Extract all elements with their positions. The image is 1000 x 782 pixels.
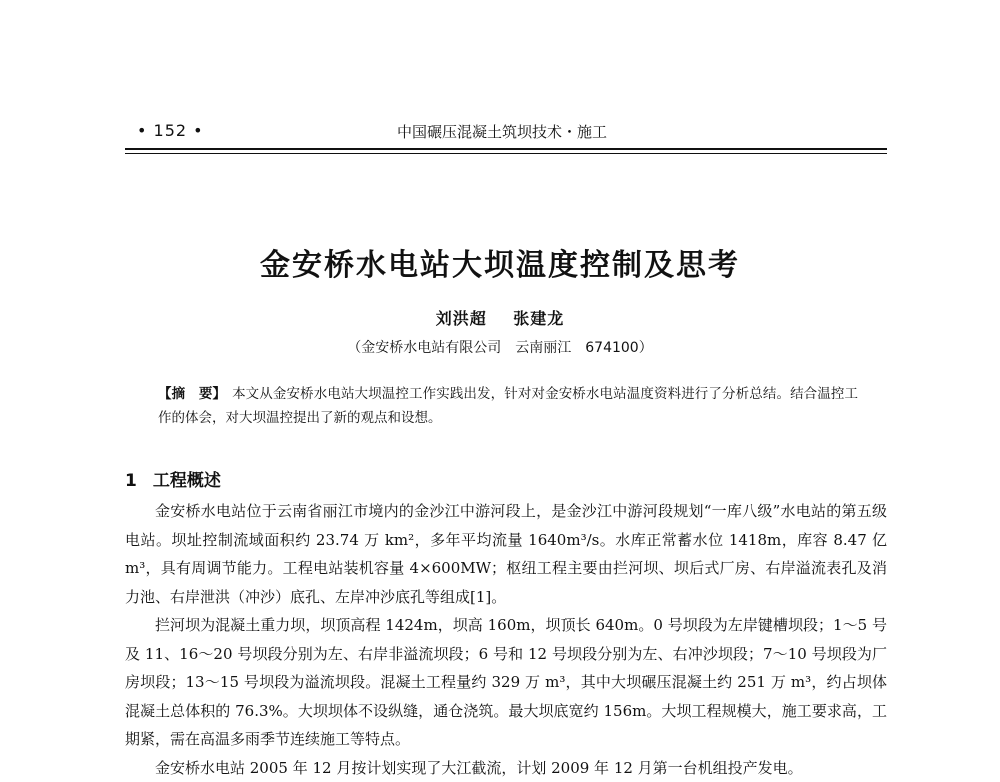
section-title: 工程概述: [153, 471, 221, 491]
paper-title: 金安桥水电站大坝温度控制及思考: [0, 240, 1000, 284]
author-name: 刘洪超: [436, 309, 487, 328]
body-paragraph: 拦河坝为混凝土重力坝，坝顶高程 1424m，坝高 160m，坝顶长 640m。0 号坝段为左岸键槽坝段；1～5 号及 11、16～20 号坝段分别为左、右岸非溢流坝段；6 号和 12 号坝段分别为左、右冲沙坝段；7～10 号坝段为厂房坝段；13～15 号坝段为溢流坝段。混凝土工程量约 329 万 m³，其中大坝碾压混凝土约 251 万 m³，约占坝体混凝土总体积的 76.3%。大坝坝体不设纵缝，通仓浇筑。最大坝底宽约 156m。大坝工程规模大，施工要求高，工期紧，需在高温多雨季节连续施工等特点。: [125, 611, 887, 754]
body-paragraph: 金安桥水电站 2005 年 12 月按计划实现了大江截流，计划 2009 年 12 月第一台机组投产发电。: [125, 754, 887, 782]
abstract-text: 本文从金安桥水电站大坝温控工作实践出发，针对对金安桥水电站温度资料进行了分析总结。结合温控工作的体会，对大坝温控提出了新的观点和设想。: [158, 386, 858, 426]
running-title: 中国碾压混凝土筑坝技术・施工: [397, 121, 607, 142]
author-name: 张建龙: [513, 309, 564, 328]
page-number: • 152 •: [137, 121, 204, 140]
authors: [0, 306, 1000, 329]
header-rule-thick: [125, 148, 887, 150]
abstract: [158, 382, 858, 430]
section-number: 1: [125, 471, 137, 491]
header-rule-thin: [125, 153, 887, 154]
section-heading: [125, 466, 221, 491]
page-header: [125, 118, 887, 144]
section-body: [125, 497, 887, 760]
body-paragraph: 金安桥水电站位于云南省丽江市境内的金沙江中游河段上，是金沙江中游河段规划“一库八级”水电站的第五级电站。坝址控制流域面积约 23.74 万 km²，多年平均流量 1640m³/s。水库正常蓄水位 1418m，库容 8.47 亿 m³，具有周调节能力。工程电站装机容量 4×600MW；枢纽工程主要由拦河坝、坝后式厂房、右岸溢流表孔及消力池、右岸泄洪（冲沙）底孔、左岸冲沙底孔等组成[1]。: [125, 497, 887, 611]
affiliation: （金安桥水电站有限公司 云南丽江 674100）: [0, 337, 1000, 357]
abstract-label: 【摘 要】: [158, 386, 226, 402]
